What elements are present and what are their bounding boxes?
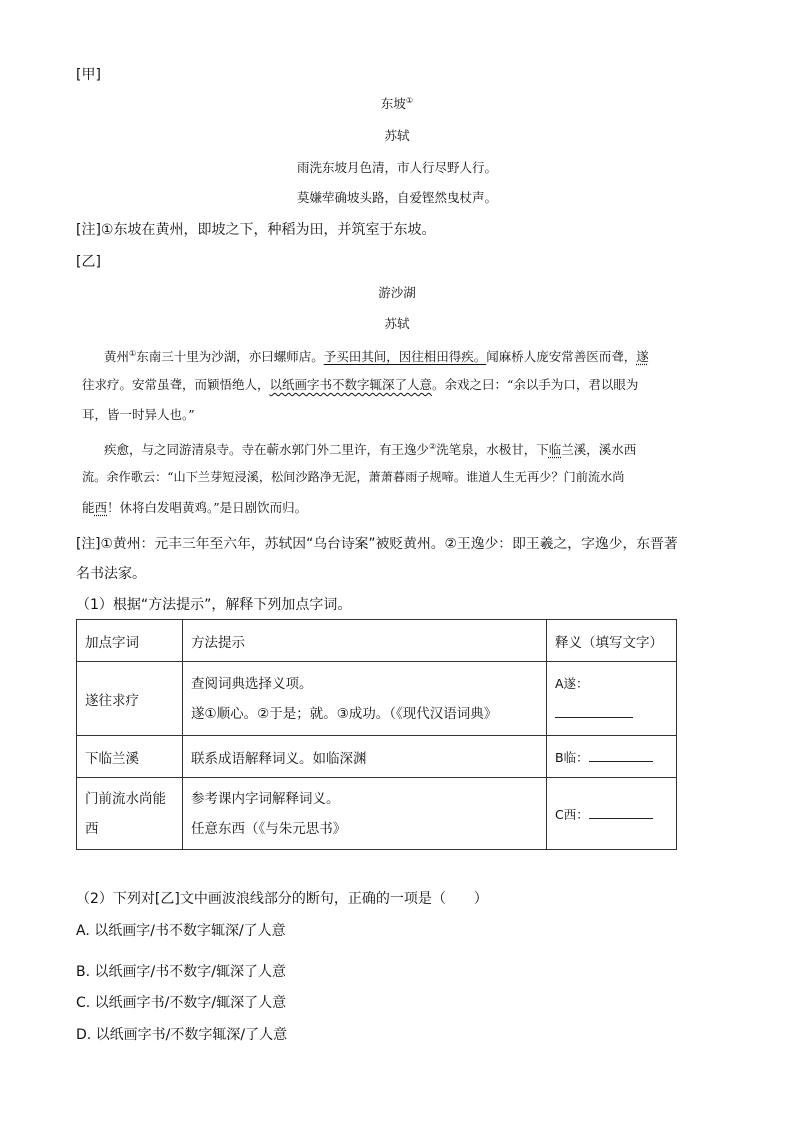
header-cell: 加点字词: [77, 620, 183, 662]
footnote-marker: ①: [405, 95, 414, 105]
option-d[interactable]: D. 以纸画字书/不数字辄深/了人意: [76, 1027, 288, 1043]
answer-cell: A遂：: [547, 662, 677, 736]
section-label-yi: [乙]: [76, 254, 101, 270]
word-cell: 遂往求疗: [77, 662, 183, 736]
note-jia: [注]①东坡在黄州，即坡之下，种稻为田，并筑室于东坡。: [76, 222, 436, 238]
question-1-prompt: （1）根据“方法提示”，解释下列加点字词。: [76, 597, 352, 613]
essay-author-yi: 苏轼: [384, 316, 410, 331]
essay-line: 流。余作歌云：“山下兰芽短浸溪，松间沙路净无泥，萧萧暮雨子规啼。谁道人生无再少？门前流水尚: [82, 470, 625, 484]
essay-line: 疾愈，与之同游清泉寺。寺在蕲水郭门外二里许，有王逸少②洗笔泉，水极甘，下临兰溪，溪水西: [104, 442, 637, 458]
option-b[interactable]: B. 以纸画字/书不数字/辄深了人意: [76, 964, 286, 980]
poem-line: 莫嫌荦确坡头路，自爱铿然曳杖声。: [296, 190, 497, 205]
note-yi-line2: 名书法家。: [76, 566, 146, 582]
hint-cell: 联系成语解释词义。如临深渊: [183, 736, 547, 778]
table-row: [77, 778, 677, 850]
essay-line: 往求疗。安常虽聋，而颖悟绝人，以纸画字书不数字辄深了人意。余戏之曰：“余以手为口，君以眼为: [82, 377, 639, 392]
poem-author-jia: 苏轼: [384, 128, 410, 143]
table-header-row: [77, 620, 677, 662]
answer-cell: C西：: [547, 778, 677, 850]
answer-blank[interactable]: [589, 806, 653, 819]
answer-blank[interactable]: [555, 705, 633, 718]
answer-blank[interactable]: [589, 749, 653, 762]
note-yi-line1: [注]①黄州：元丰三年至六年，苏轼因“乌台诗案”被贬黄州。②王逸少：即王羲之，字逸少，东晋著: [76, 536, 678, 552]
essay-line: 能西！休将白发唱黄鸡。”是日剧饮而归。: [82, 500, 308, 515]
hint-cell: 查阅词典选择义项。 遂①顺心。②于是；就。③成功。（《现代汉语词典》: [183, 662, 547, 736]
table-row: [77, 736, 677, 778]
hint-cell: 参考课内字词解释词义。 任意东西（《与朱元思书》: [183, 778, 547, 850]
header-cell: 方法提示: [183, 620, 547, 662]
option-c[interactable]: C. 以纸画字书/不数字/辄深了人意: [76, 995, 287, 1011]
answer-table: [76, 619, 677, 850]
section-label-jia: [甲]: [76, 67, 101, 83]
header-cell: 释义（填写文字）: [547, 620, 677, 662]
word-cell: 门前流水尚能 西: [77, 778, 183, 850]
essay-title-yi: 游沙湖: [378, 285, 416, 300]
option-a[interactable]: A. 以纸画字/书不数字辄深/了人意: [76, 923, 286, 939]
table-row: [77, 662, 677, 736]
essay-line: 耳，皆一时异人也。”: [82, 407, 195, 422]
wavy-underlined-text: 以纸画字书不数字辄深了人意: [269, 377, 433, 392]
question-2-prompt: （2）下列对[乙]文中画波浪线部分的断句，正确的一项是（ ）: [76, 891, 488, 907]
answer-cell: B临：: [547, 736, 677, 778]
essay-line: 黄州①东南三十里为沙湖，亦曰螺师店。予买田其间，因往相田得疾。闻麻桥人庞安常善医而聋，遂: [104, 349, 649, 365]
word-cell: 下临兰溪: [77, 736, 183, 778]
poem-title-jia: 东坡①: [380, 95, 414, 111]
poem-line: 雨洗东坡月色清，市人行尽野人行。: [296, 160, 497, 175]
